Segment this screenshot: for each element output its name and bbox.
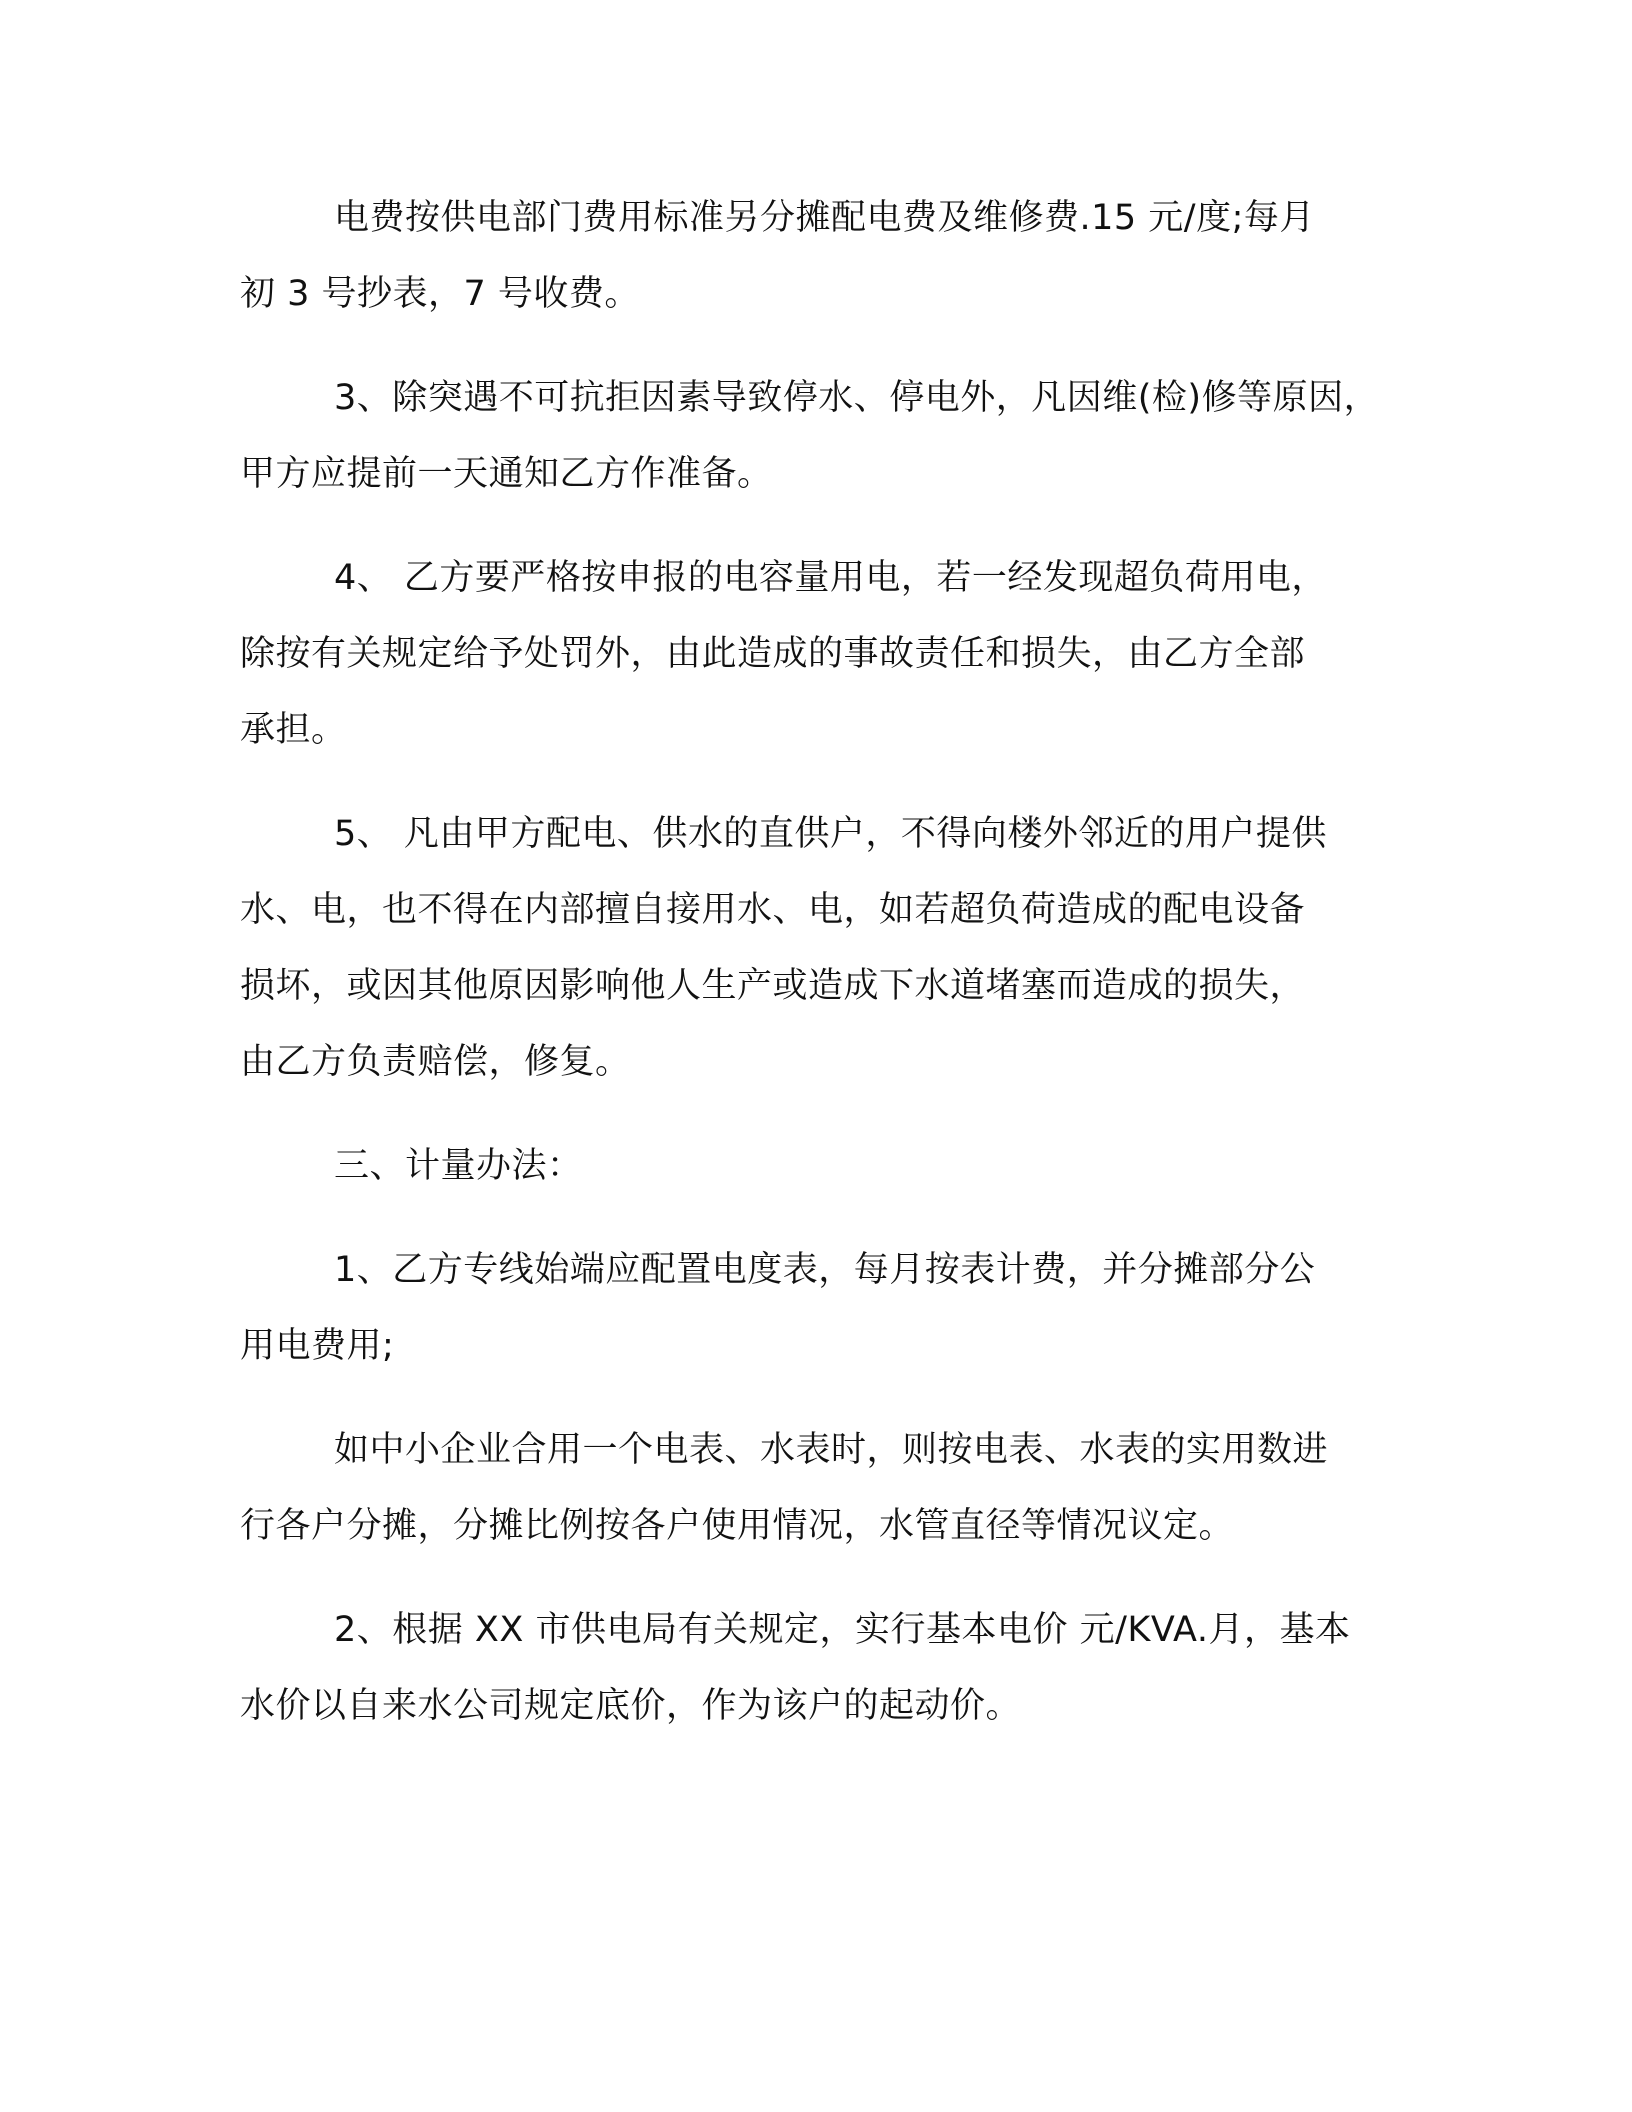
text-line: 承担。 — [240, 710, 347, 750]
text-line: 由乙方负责赔偿，修复。 — [240, 1042, 631, 1082]
text-line: 如中小企业合用一个电表、水表时，则按电表、水表的实用数进 — [334, 1430, 1329, 1470]
text-line: 1、乙方专线始端应配置电度表，每月按表计费，并分摊部分公 — [334, 1250, 1316, 1290]
text-line: 水价以自来水公司规定底价，作为该户的起动价。 — [240, 1686, 1022, 1726]
text-line: 甲方应提前一天通知乙方作准备。 — [240, 454, 773, 494]
text-line: 3、除突遇不可抗拒因素导致停水、停电外，凡因维(检)修等原因， — [334, 378, 1380, 418]
text-line: 初 3 号抄表，7 号收费。 — [240, 274, 640, 314]
text-line: 损坏，或因其他原因影响他人生产或造成下水道堵塞而造成的损失， — [240, 966, 1306, 1006]
text-line: 水、电，也不得在内部擅自接用水、电，如若超负荷造成的配电设备 — [240, 890, 1306, 930]
text-line: 用电费用; — [240, 1326, 395, 1366]
text-line: 行各户分摊，分摊比例按各户使用情况，水管直径等情况议定。 — [240, 1506, 1235, 1546]
text-line: 5、 凡由甲方配电、供水的直供户，不得向楼外邻近的用户提供 — [334, 814, 1327, 854]
text-line: 2、根据 XX 市供电局有关规定，实行基本电价 元/KVA.月，基本 — [334, 1610, 1351, 1650]
text-line: 电费按供电部门费用标准另分摊配电费及维修费.15 元/度;每月 — [334, 198, 1315, 238]
text-line: 4、 乙方要严格按申报的电容量用电，若一经发现超负荷用电， — [334, 558, 1327, 598]
section-heading: 三、计量办法： — [334, 1146, 583, 1186]
text-line: 除按有关规定给予处罚外，由此造成的事故责任和损失，由乙方全部 — [240, 634, 1306, 674]
